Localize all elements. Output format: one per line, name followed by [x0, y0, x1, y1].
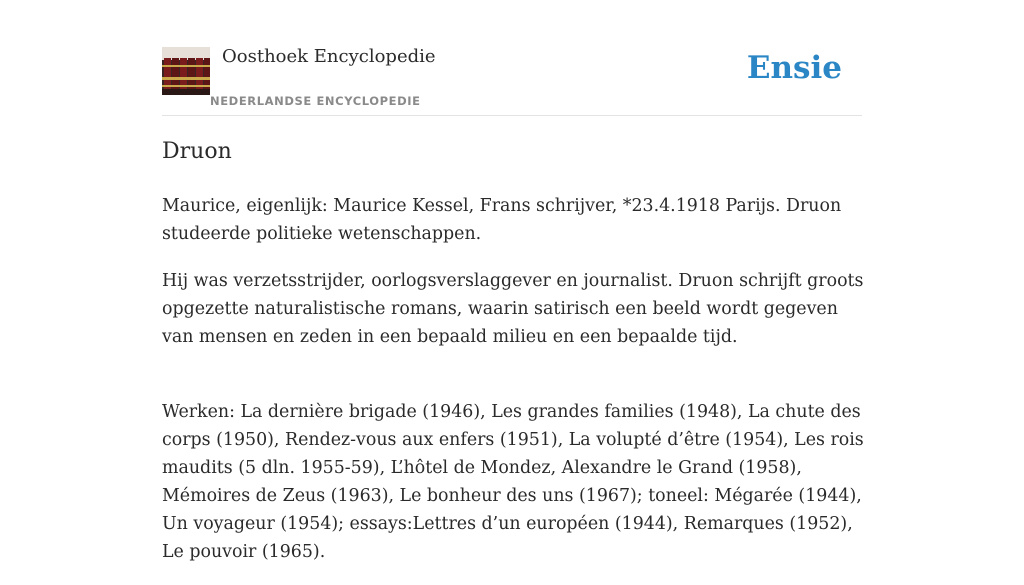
article-paragraph-career: Hij was verzetsstrijder, oorlogsverslaggever en journalist. Druon schrijft groots opgezette naturalistische romans, waarin satirisch een beeld wordt gegeven van mensen en zeden in een bepaald milieu en een bepaalde tijd.	[162, 271, 864, 347]
ensie-brand-link[interactable]: Ensie	[746, 50, 842, 86]
article-paragraph-works: Werken: La dernière brigade (1946), Les grandes families (1948), La chute des corps (1950), Rendez-vous aux enfers (1951), La volupté d’être (1954), Les rois maudits (5 dln. 1955-59), L’hôtel de Mondez, Alexandre le Grand (1958), Mémoires de Zeus (1963), Le bonheur des uns (1967); toneel: Mégarée (1944), Un voyageur (1954); essays:Lettres d’un européen (1944), Remarques (1952), Le pouvoir (1965).	[162, 402, 864, 562]
encyclopedia-books-logo[interactable]	[162, 47, 210, 95]
site-tagline: NEDERLANDSE ENCYCLOPEDIE	[210, 94, 421, 108]
site-header	[162, 40, 862, 116]
article-title: Druon	[162, 139, 232, 164]
books-icon	[162, 47, 210, 95]
site-name[interactable]: Oosthoek Encyclopedie	[222, 46, 436, 67]
article-paragraph-intro: Maurice, eigenlijk: Maurice Kessel, Frans schrijver, *23.4.1918 Parijs. Druon studeerde politieke wetenschappen.	[162, 196, 842, 244]
article-body	[162, 192, 864, 585]
